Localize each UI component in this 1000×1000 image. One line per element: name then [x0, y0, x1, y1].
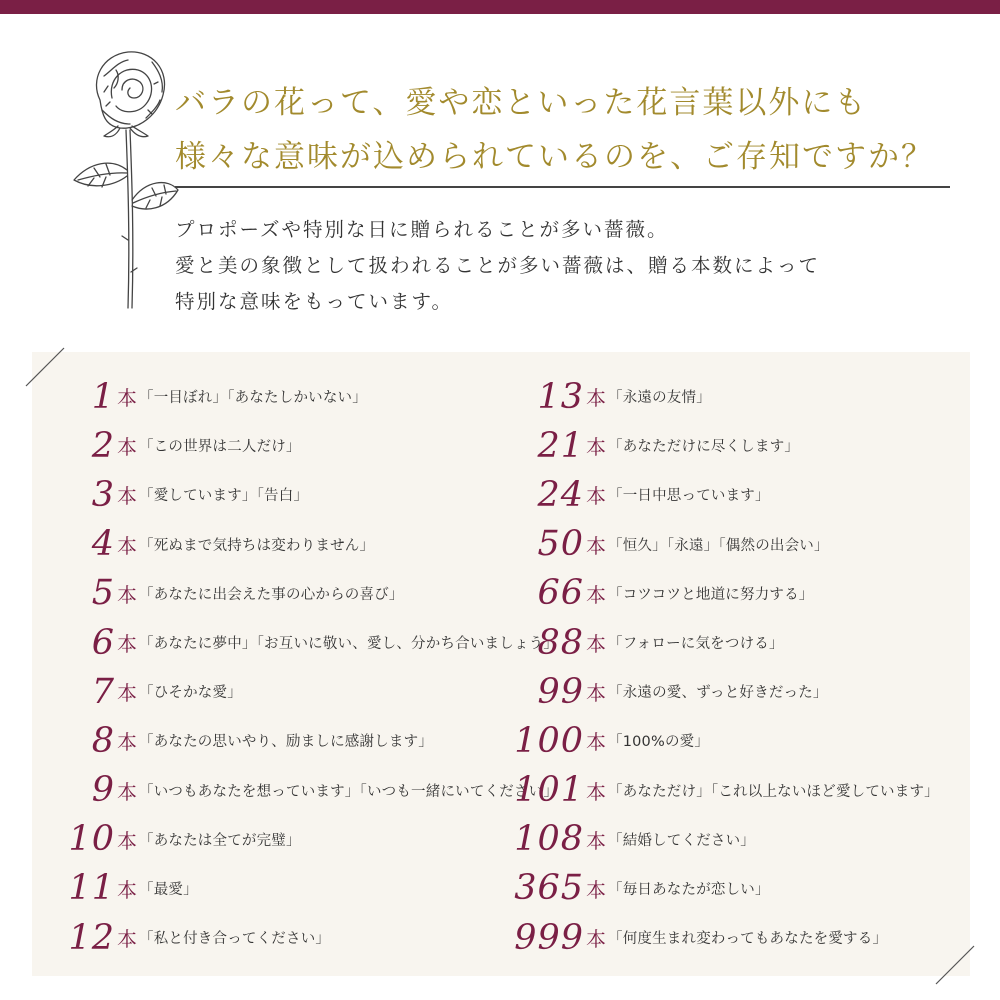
- meanings-list-right: [500, 372, 970, 962]
- rose-meaning: 「フォローに気をつける」: [608, 636, 784, 653]
- rose-count: 21: [537, 425, 584, 466]
- rose-count: 50: [537, 524, 584, 565]
- rose-meaning: 「この世界は二人だけ」: [139, 439, 301, 456]
- headline-line-1: バラの花って、愛や恋といった花言葉以外にも: [175, 85, 868, 121]
- list-item: [500, 815, 970, 864]
- rose-meaning: 「恒久」「永遠」「偶然の出会い」: [608, 537, 829, 554]
- list-item: [500, 618, 970, 667]
- rose-count: 12: [68, 917, 115, 958]
- rose-count: 10: [68, 819, 115, 860]
- rose-meaning: 「あなただけ」「これ以上ないほど愛しています」: [608, 783, 939, 800]
- list-item: [30, 569, 520, 618]
- rose-count: 108: [514, 819, 584, 860]
- rose-meaning: 「死ぬまで気持ちは変わりません」: [139, 537, 375, 554]
- list-item: [30, 372, 520, 421]
- list-item: [500, 716, 970, 765]
- headline-divider: [175, 186, 950, 188]
- unit-label: 本: [586, 927, 606, 952]
- rose-count: 100: [514, 720, 584, 761]
- unit-label: 本: [117, 828, 137, 853]
- unit-label: 本: [586, 779, 606, 804]
- list-item: [500, 864, 970, 913]
- list-item: [30, 864, 520, 913]
- headline: [175, 76, 975, 184]
- rose-meaning: 「最愛」: [139, 881, 198, 898]
- unit-label: 本: [117, 927, 137, 952]
- unit-label: 本: [586, 730, 606, 755]
- list-item: [500, 913, 970, 962]
- rose-count: 13: [537, 376, 584, 417]
- unit-label: 本: [586, 681, 606, 706]
- unit-label: 本: [117, 533, 137, 558]
- rose-meaning: 「あなたの思いやり、励ましに感謝します」: [139, 734, 433, 751]
- list-item: [30, 913, 520, 962]
- intro-line-2: 愛と美の象徴として扱われることが多い薔薇は、贈る本数によって: [175, 254, 821, 277]
- intro-text: [175, 212, 975, 320]
- rose-meaning: 「一目ぼれ」「あなたしかいない」: [139, 390, 367, 407]
- rose-meaning: 「何度生まれ変わってもあなたを愛する」: [608, 931, 888, 948]
- rose-count: 101: [514, 770, 584, 811]
- intro-line-1: プロポーズや特別な日に贈られることが多い薔薇。: [175, 218, 669, 241]
- list-item: [30, 421, 520, 470]
- list-item: [30, 716, 520, 765]
- unit-label: 本: [586, 582, 606, 607]
- top-accent-bar: [0, 0, 1000, 14]
- rose-meaning: 「ひそかな愛」: [139, 685, 242, 702]
- list-item: [30, 618, 559, 667]
- list-item: [30, 667, 520, 716]
- rose-count: 4: [91, 524, 115, 565]
- unit-label: 本: [117, 681, 137, 706]
- unit-label: 本: [586, 484, 606, 509]
- unit-label: 本: [586, 828, 606, 853]
- rose-count: 24: [537, 474, 584, 515]
- list-item: [500, 766, 970, 815]
- list-item: [30, 470, 520, 519]
- rose-meaning: 「毎日あなたが恋しい」: [608, 881, 770, 898]
- rose-meaning: 「100%の愛」: [608, 734, 710, 751]
- rose-count: 2: [91, 425, 115, 466]
- rose-count: 999: [514, 917, 584, 958]
- rose-meaning: 「永遠の愛、ずっと好きだった」: [608, 685, 828, 702]
- rose-count: 88: [537, 622, 584, 663]
- rose-count: 6: [91, 622, 115, 663]
- rose-count: 9: [91, 770, 115, 811]
- unit-label: 本: [586, 386, 606, 411]
- rose-count: 365: [514, 868, 584, 909]
- rose-count: 11: [68, 868, 115, 909]
- rose-meaning: 「あなたに出会えた事の心からの喜び」: [139, 586, 404, 603]
- list-item: [30, 520, 520, 569]
- rose-count: 5: [91, 573, 115, 614]
- list-item: [500, 372, 970, 421]
- unit-label: 本: [586, 877, 606, 902]
- rose-meaning: 「永遠の友情」: [608, 390, 711, 407]
- rose-meaning: 「一日中思っています」: [608, 488, 770, 505]
- rose-count: 99: [537, 671, 584, 712]
- rose-meaning: 「結婚してください」: [608, 832, 755, 849]
- rose-count: 7: [91, 671, 115, 712]
- rose-meaning: 「愛しています」「告白」: [139, 488, 309, 505]
- unit-label: 本: [586, 533, 606, 558]
- rose-illustration: [60, 40, 180, 320]
- rose-meaning: 「私と付き合ってください」: [139, 931, 331, 948]
- list-item: [500, 667, 970, 716]
- unit-label: 本: [117, 582, 137, 607]
- list-item: [30, 815, 520, 864]
- rose-count: 66: [537, 573, 584, 614]
- rose-count: 3: [91, 474, 115, 515]
- rose-meaning: 「あなただけに尽くします」: [608, 439, 800, 456]
- unit-label: 本: [117, 877, 137, 902]
- unit-label: 本: [117, 484, 137, 509]
- rose-meaning: 「あなたは全てが完璧」: [139, 832, 301, 849]
- headline-line-2: 様々な意味が込められているのを、ご存知ですか？: [175, 139, 934, 175]
- unit-label: 本: [117, 632, 137, 657]
- intro-line-3: 特別な意味をもっています。: [175, 290, 453, 313]
- rose-meaning: 「あなたに夢中」「お互いに敬い、愛し、分かち合いましょう」: [139, 636, 559, 653]
- list-item: [500, 569, 970, 618]
- list-item: [500, 470, 970, 519]
- unit-label: 本: [117, 386, 137, 411]
- unit-label: 本: [117, 779, 137, 804]
- unit-label: 本: [117, 435, 137, 460]
- rose-count: 1: [91, 376, 115, 417]
- rose-count: 8: [91, 720, 115, 761]
- rose-meaning: 「コツコツと地道に努力する」: [608, 586, 814, 603]
- list-item: [500, 421, 970, 470]
- list-item: [500, 520, 970, 569]
- rose-meaning: 「いつもあなたを想っています」「いつも一緒にいてください」: [139, 783, 559, 800]
- unit-label: 本: [586, 435, 606, 460]
- unit-label: 本: [586, 632, 606, 657]
- unit-label: 本: [117, 730, 137, 755]
